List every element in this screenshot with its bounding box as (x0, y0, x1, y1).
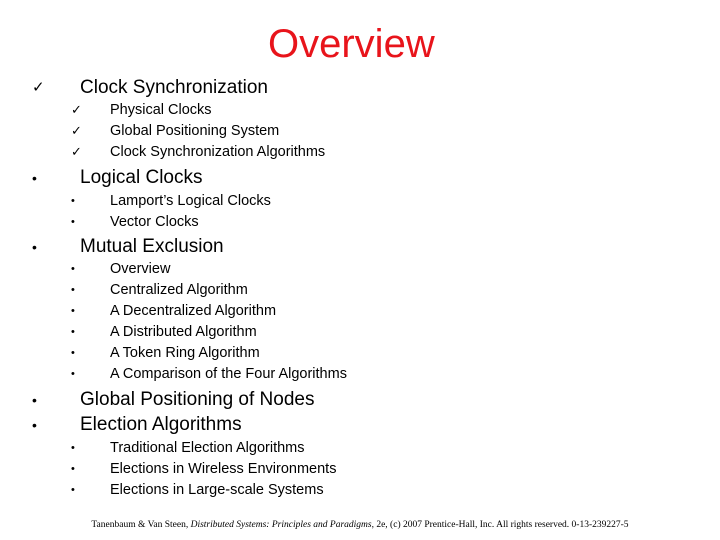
sub-item-label: A Distributed Algorithm (110, 324, 257, 340)
footer-book-title: Distributed Systems: Principles and Paradigms (190, 520, 372, 530)
sub-item-label: A Decentralized Algorithm (110, 303, 277, 319)
sub-item-vector-clocks (0, 212, 720, 232)
sub-item-centralized-algorithm (0, 280, 720, 300)
bullet-icon: • (71, 463, 75, 475)
checkmark-icon: ✓ (71, 123, 82, 138)
bullet-icon: • (32, 392, 37, 408)
outline-item-label: Global Positioning of Nodes (80, 389, 315, 410)
checkmark-icon: ✓ (71, 102, 82, 117)
sub-item-overview (0, 259, 720, 279)
sub-item-label: Vector Clocks (110, 214, 199, 230)
outline-item-label: Election Algorithms (80, 414, 242, 435)
bullet-icon: • (71, 368, 75, 380)
sub-item-lamport-logical-clocks (0, 191, 720, 211)
outline-item-logical-clocks (0, 166, 720, 190)
bullet-icon: • (71, 195, 75, 207)
sub-item-label: Physical Clocks (110, 102, 212, 118)
footer-rights: , 2e, (c) 2007 Prentice-Hall, Inc. All rights reserved. 0-13-239227-5 (371, 520, 629, 530)
bullet-icon: • (71, 484, 75, 496)
sub-item-comparison-four-algorithms (0, 364, 720, 384)
sub-item-label: Global Positioning System (110, 123, 280, 139)
outline-item-mutual-exclusion (0, 235, 720, 259)
sub-item-distributed-algorithm (0, 322, 720, 342)
sub-item-label: Elections in Wireless Environments (110, 461, 337, 477)
outline-item-clock-synchronization (0, 76, 720, 100)
sub-item-elections-large-scale (0, 480, 720, 500)
bullet-icon: • (32, 417, 37, 433)
checkmark-icon: ✓ (71, 144, 82, 159)
checkmark-icon: ✓ (32, 79, 45, 96)
bullet-icon: • (71, 305, 75, 317)
bullet-icon: • (71, 263, 75, 275)
bullet-icon: • (71, 442, 75, 454)
sub-item-label: A Token Ring Algorithm (110, 345, 260, 361)
outline-item-label: Mutual Exclusion (80, 236, 224, 257)
sub-item-label: Overview (110, 261, 171, 277)
sub-item-global-positioning-system (0, 121, 720, 141)
bullet-icon: • (32, 239, 37, 255)
sub-item-physical-clocks (0, 100, 720, 120)
bullet-icon: • (71, 347, 75, 359)
sub-item-label: Clock Synchronization Algorithms (110, 144, 326, 160)
sub-item-decentralized-algorithm (0, 301, 720, 321)
sub-item-token-ring-algorithm (0, 343, 720, 363)
sub-item-label: Elections in Large-scale Systems (110, 482, 324, 498)
bullet-icon: • (32, 170, 37, 186)
footer-authors: Tanenbaum & Van Steen, (91, 520, 191, 530)
slide-title: Overview (268, 22, 435, 66)
sub-item-label: A Comparison of the Four Algorithms (110, 366, 347, 382)
sub-item-label: Centralized Algorithm (110, 282, 248, 298)
bullet-icon: • (71, 326, 75, 338)
outline-item-global-positioning-of-nodes (0, 388, 720, 412)
sub-item-label: Lamport’s Logical Clocks (110, 193, 271, 209)
sub-item-traditional-election-algorithms (0, 438, 720, 458)
sub-item-label: Traditional Election Algorithms (110, 440, 305, 456)
outline-item-label: Clock Synchronization (80, 77, 268, 98)
bullet-icon: • (71, 284, 75, 296)
bullet-icon: • (71, 216, 75, 228)
sub-item-elections-wireless (0, 459, 720, 479)
outline-item-election-algorithms (0, 413, 720, 437)
copyright-footer (0, 518, 720, 532)
outline-item-label: Logical Clocks (80, 167, 203, 188)
sub-item-clock-sync-algorithms (0, 142, 720, 162)
